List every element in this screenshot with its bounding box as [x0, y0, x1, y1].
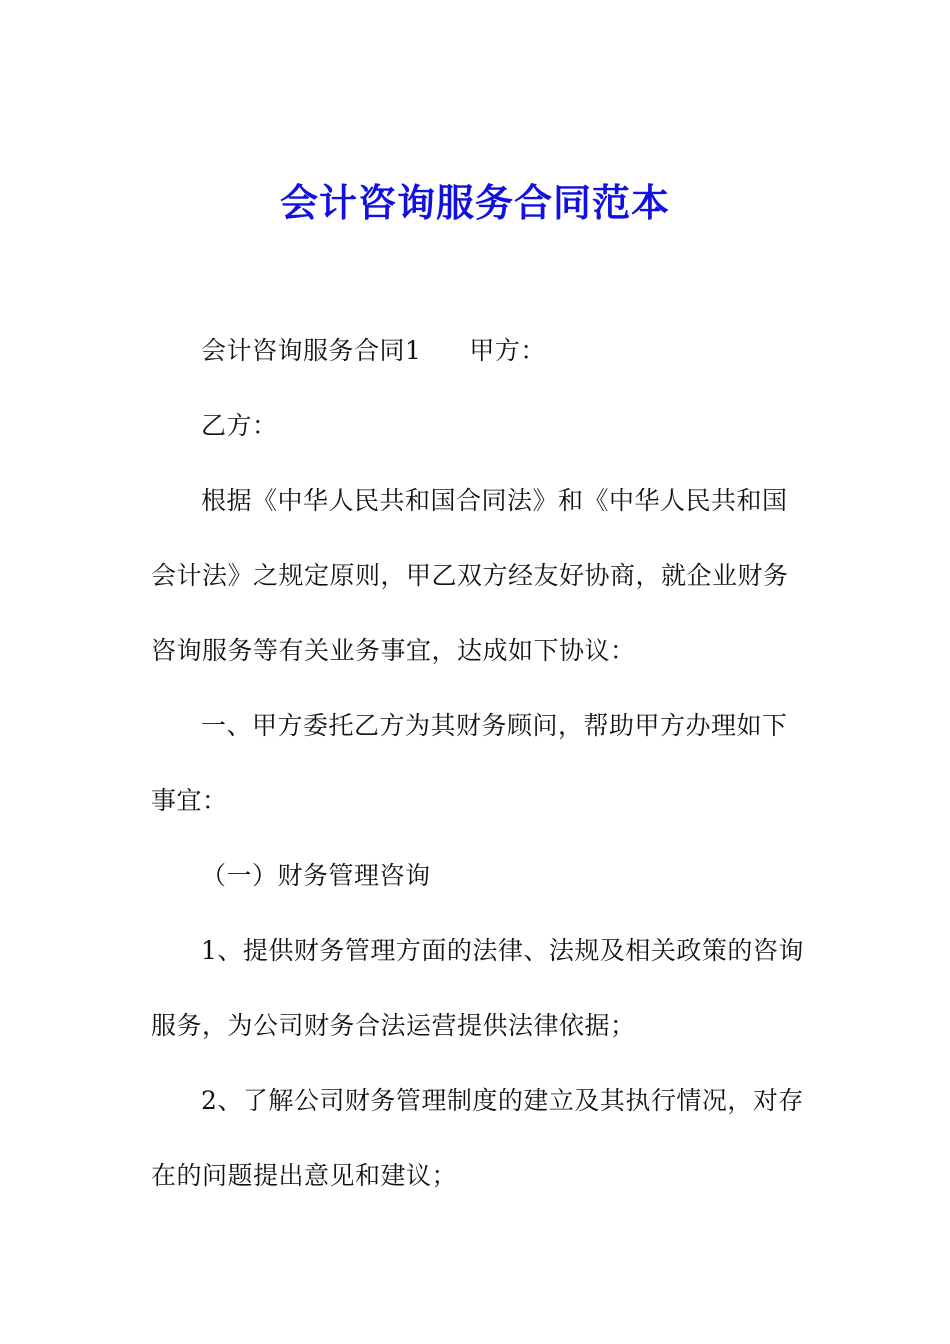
document-title: 会计咨询服务合同范本 [279, 181, 670, 225]
list-item-line: 在的问题提出意见和建议； [151, 1161, 458, 1190]
list-item-line: 服务，为公司财务合法运营提供法律依据； [151, 1011, 636, 1040]
contract-heading-line [201, 331, 546, 371]
list-item-line: 1、提供财务管理方面的法律、法规及相关政策的咨询 [201, 936, 804, 965]
list-item-line: 2、了解公司财务管理制度的建立及其执行情况，对存 [201, 1086, 804, 1115]
party-b-label: 乙方： [201, 411, 278, 440]
paragraph-line: 会计法》之规定原则，甲乙双方经友好协商，就企业财务 [151, 561, 789, 590]
party-a-label: 甲方： [469, 336, 546, 365]
paragraph-line: 咨询服务等有关业务事宜，达成如下协议： [151, 636, 636, 665]
paragraph-line: 事宜： [151, 786, 228, 815]
clause-heading-line: 一、甲方委托乙方为其财务顾问，帮助甲方办理如下 [201, 711, 788, 740]
section-heading: （一）财务管理咨询 [201, 861, 431, 890]
paragraph-line: 根据《中华人民共和国合同法》和《中华人民共和国 [201, 486, 788, 515]
contract-number-text: 会计咨询服务合同1 [201, 336, 422, 365]
